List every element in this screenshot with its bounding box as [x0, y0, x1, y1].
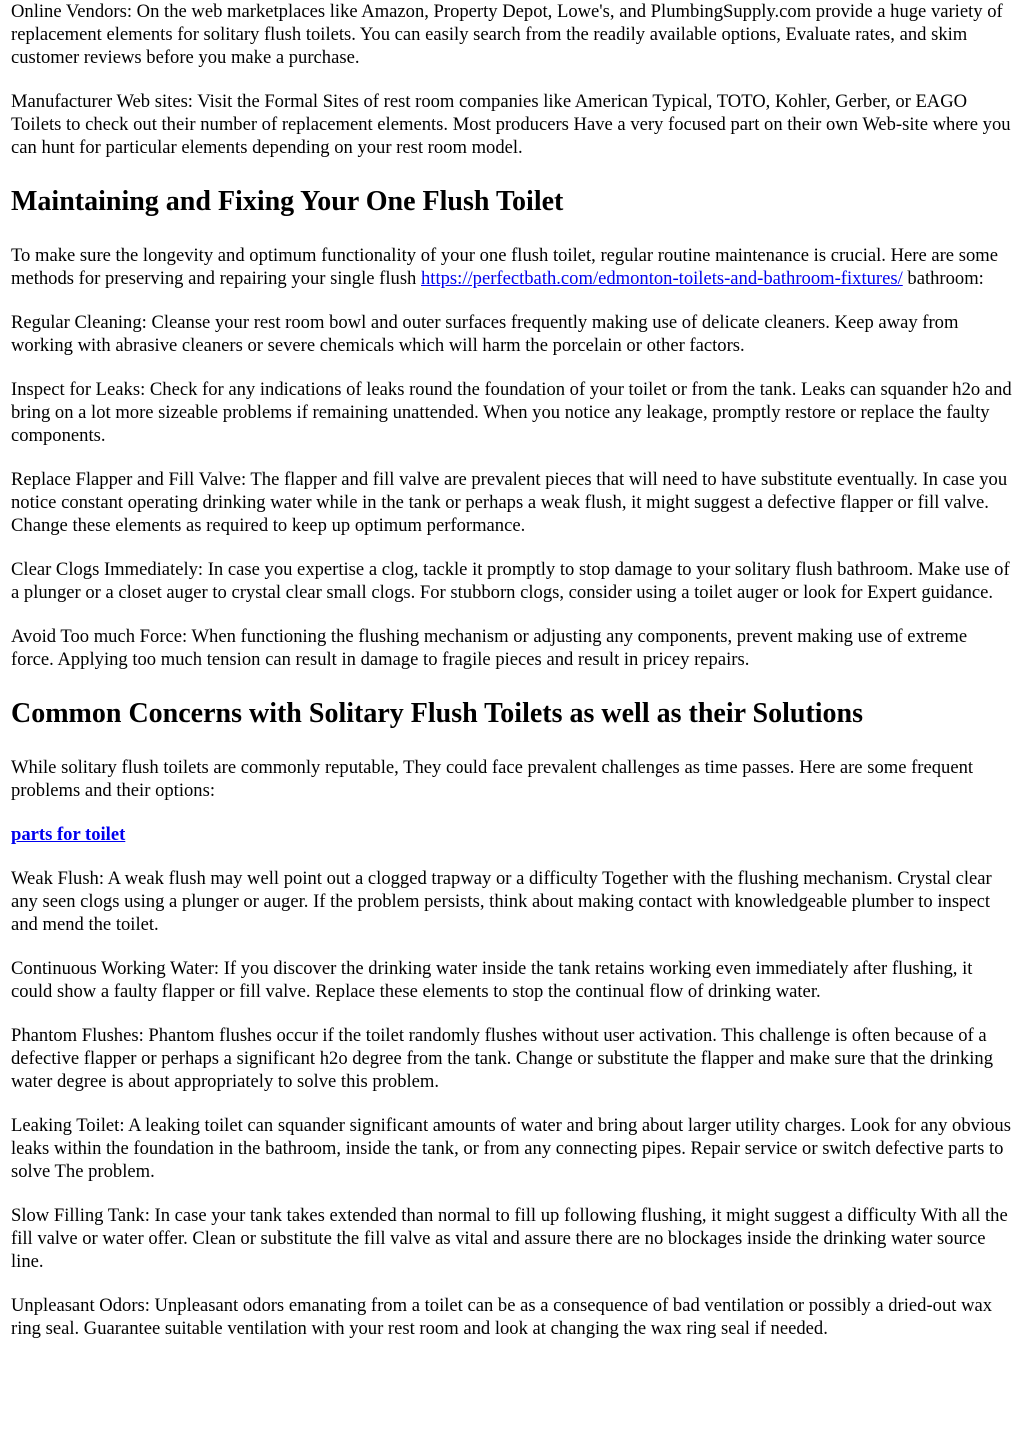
paragraph-leaking-toilet: Leaking Toilet: A leaking toilet can squander significant amounts of water and bring about larger utility charges. Look for any obvious leaks within the foundation in the bathroom, inside the tank, or from any connecting pipes. Repair service or switch defective parts to solve The problem.	[11, 1115, 1011, 1182]
intro-text-before: To make sure the longevity and optimum functionality of your one flush toilet, regular routine maintenance is crucial. Here are some methods for preserving and repairing your single flush	[11, 245, 998, 289]
paragraph-online-vendors: Online Vendors: On the web marketplaces like Amazon, Property Depot, Lowe's, and PlumbingSupply.com provide a huge variety of replacement elements for solitary flush toilets. You can easily search from the readily available options, Evaluate rates, and skim customer reviews before you make a purchase.	[11, 1, 1003, 68]
parts-for-toilet-link[interactable]: parts for toilet	[11, 824, 126, 845]
intro-text-after: bathroom:	[902, 268, 984, 289]
heading-common-concerns: Common Concerns with Solitary Flush Toilets as well as their Solutions	[11, 698, 864, 729]
paragraph-avoid-force: Avoid Too much Force: When functioning the flushing mechanism or adjusting any components, prevent making use of extreme force. Applying too much tension can result in damage to fragile pieces and result in pricey repairs.	[11, 626, 968, 670]
paragraph-concerns-intro: While solitary flush toilets are commonly reputable, They could face prevalent challenges as time passes. Here are some frequent problems and their options:	[11, 757, 974, 801]
paragraph-clear-clogs: Clear Clogs Immediately: In case you expertise a clog, tackle it promptly to stop damage to your solitary flush bathroom. Make use of a plunger or a closet auger to crystal clear small clogs. For stubborn clogs, consider using a toilet auger or look for Expert guidance.	[11, 559, 1010, 603]
paragraph-slow-filling: Slow Filling Tank: In case your tank takes extended than normal to fill up following flushing, it might suggest a difficulty With all the fill valve or water offer. Clean or substitute the fill valve as vital and assure there are no blockages inside the drinking water source line.	[11, 1205, 1008, 1272]
paragraph-weak-flush: Weak Flush: A weak flush may well point out a clogged trapway or a difficulty Together with the flushing mechanism. Crystal clear any seen clogs using a plunger or auger. If the problem persists, think about making contact with knowledgeable plumber to inspect and mend the toilet.	[11, 868, 992, 935]
paragraph-continuous-water: Continuous Working Water: If you discover the drinking water inside the tank retains working even immediately after flushing, it could show a faulty flapper or fill valve. Replace these elements to stop the continual flow of drinking water.	[11, 958, 973, 1002]
paragraph-regular-cleaning: Regular Cleaning: Cleanse your rest room bowl and outer surfaces frequently making use of delicate cleaners. Keep away from working with abrasive cleaners or severe chemicals which will harm the porcelain or other factors.	[11, 312, 959, 356]
paragraph-phantom-flushes: Phantom Flushes: Phantom flushes occur if the toilet randomly flushes without user activation. This challenge is often because of a defective flapper or perhaps a significant h2o degree from the tank. Change or substitute the flapper and make sure that the drinking water degree is about appropriately to solve this problem.	[11, 1025, 994, 1092]
paragraph-maintenance-intro	[11, 244, 1014, 290]
paragraph-inspect-leaks: Inspect for Leaks: Check for any indications of leaks round the foundation of your toilet or from the tank. Leaks can squander h2o and bring on a lot more sizeable problems if remaining unattended. When you notice any leakage, promptly restore or replace the faulty components.	[11, 379, 1012, 446]
paragraph-replace-flapper: Replace Flapper and Fill Valve: The flapper and fill valve are prevalent pieces that will need to have substitute eventually. In case you notice constant operating drinking water while in the tank or perhaps a weak flush, it might suggest a defective flapper or fill valve. Change these elements as required to keep up optimum performance.	[11, 469, 1008, 536]
heading-maintaining: Maintaining and Fixing Your One Flush Toilet	[11, 186, 564, 217]
perfectbath-link[interactable]: https://perfectbath.com/edmonton-toilets-and-bathroom-fixtures/	[421, 268, 903, 289]
paragraph-manufacturer-websites: Manufacturer Web sites: Visit the Formal Sites of rest room companies like American Typical, TOTO, Kohler, Gerber, or EAGO Toilets to check out their number of replacement elements. Most producers Have a very focused part on their own Web-site where you can hunt for particular elements depending on your rest room model.	[11, 91, 1011, 158]
paragraph-unpleasant-odors: Unpleasant Odors: Unpleasant odors emanating from a toilet can be as a consequence of bad ventilation or possibly a dried-out wax ring seal. Guarantee suitable ventilation with your rest room and look at changing the wax ring seal if needed.	[11, 1295, 993, 1339]
paragraph-parts-link	[11, 823, 1014, 846]
